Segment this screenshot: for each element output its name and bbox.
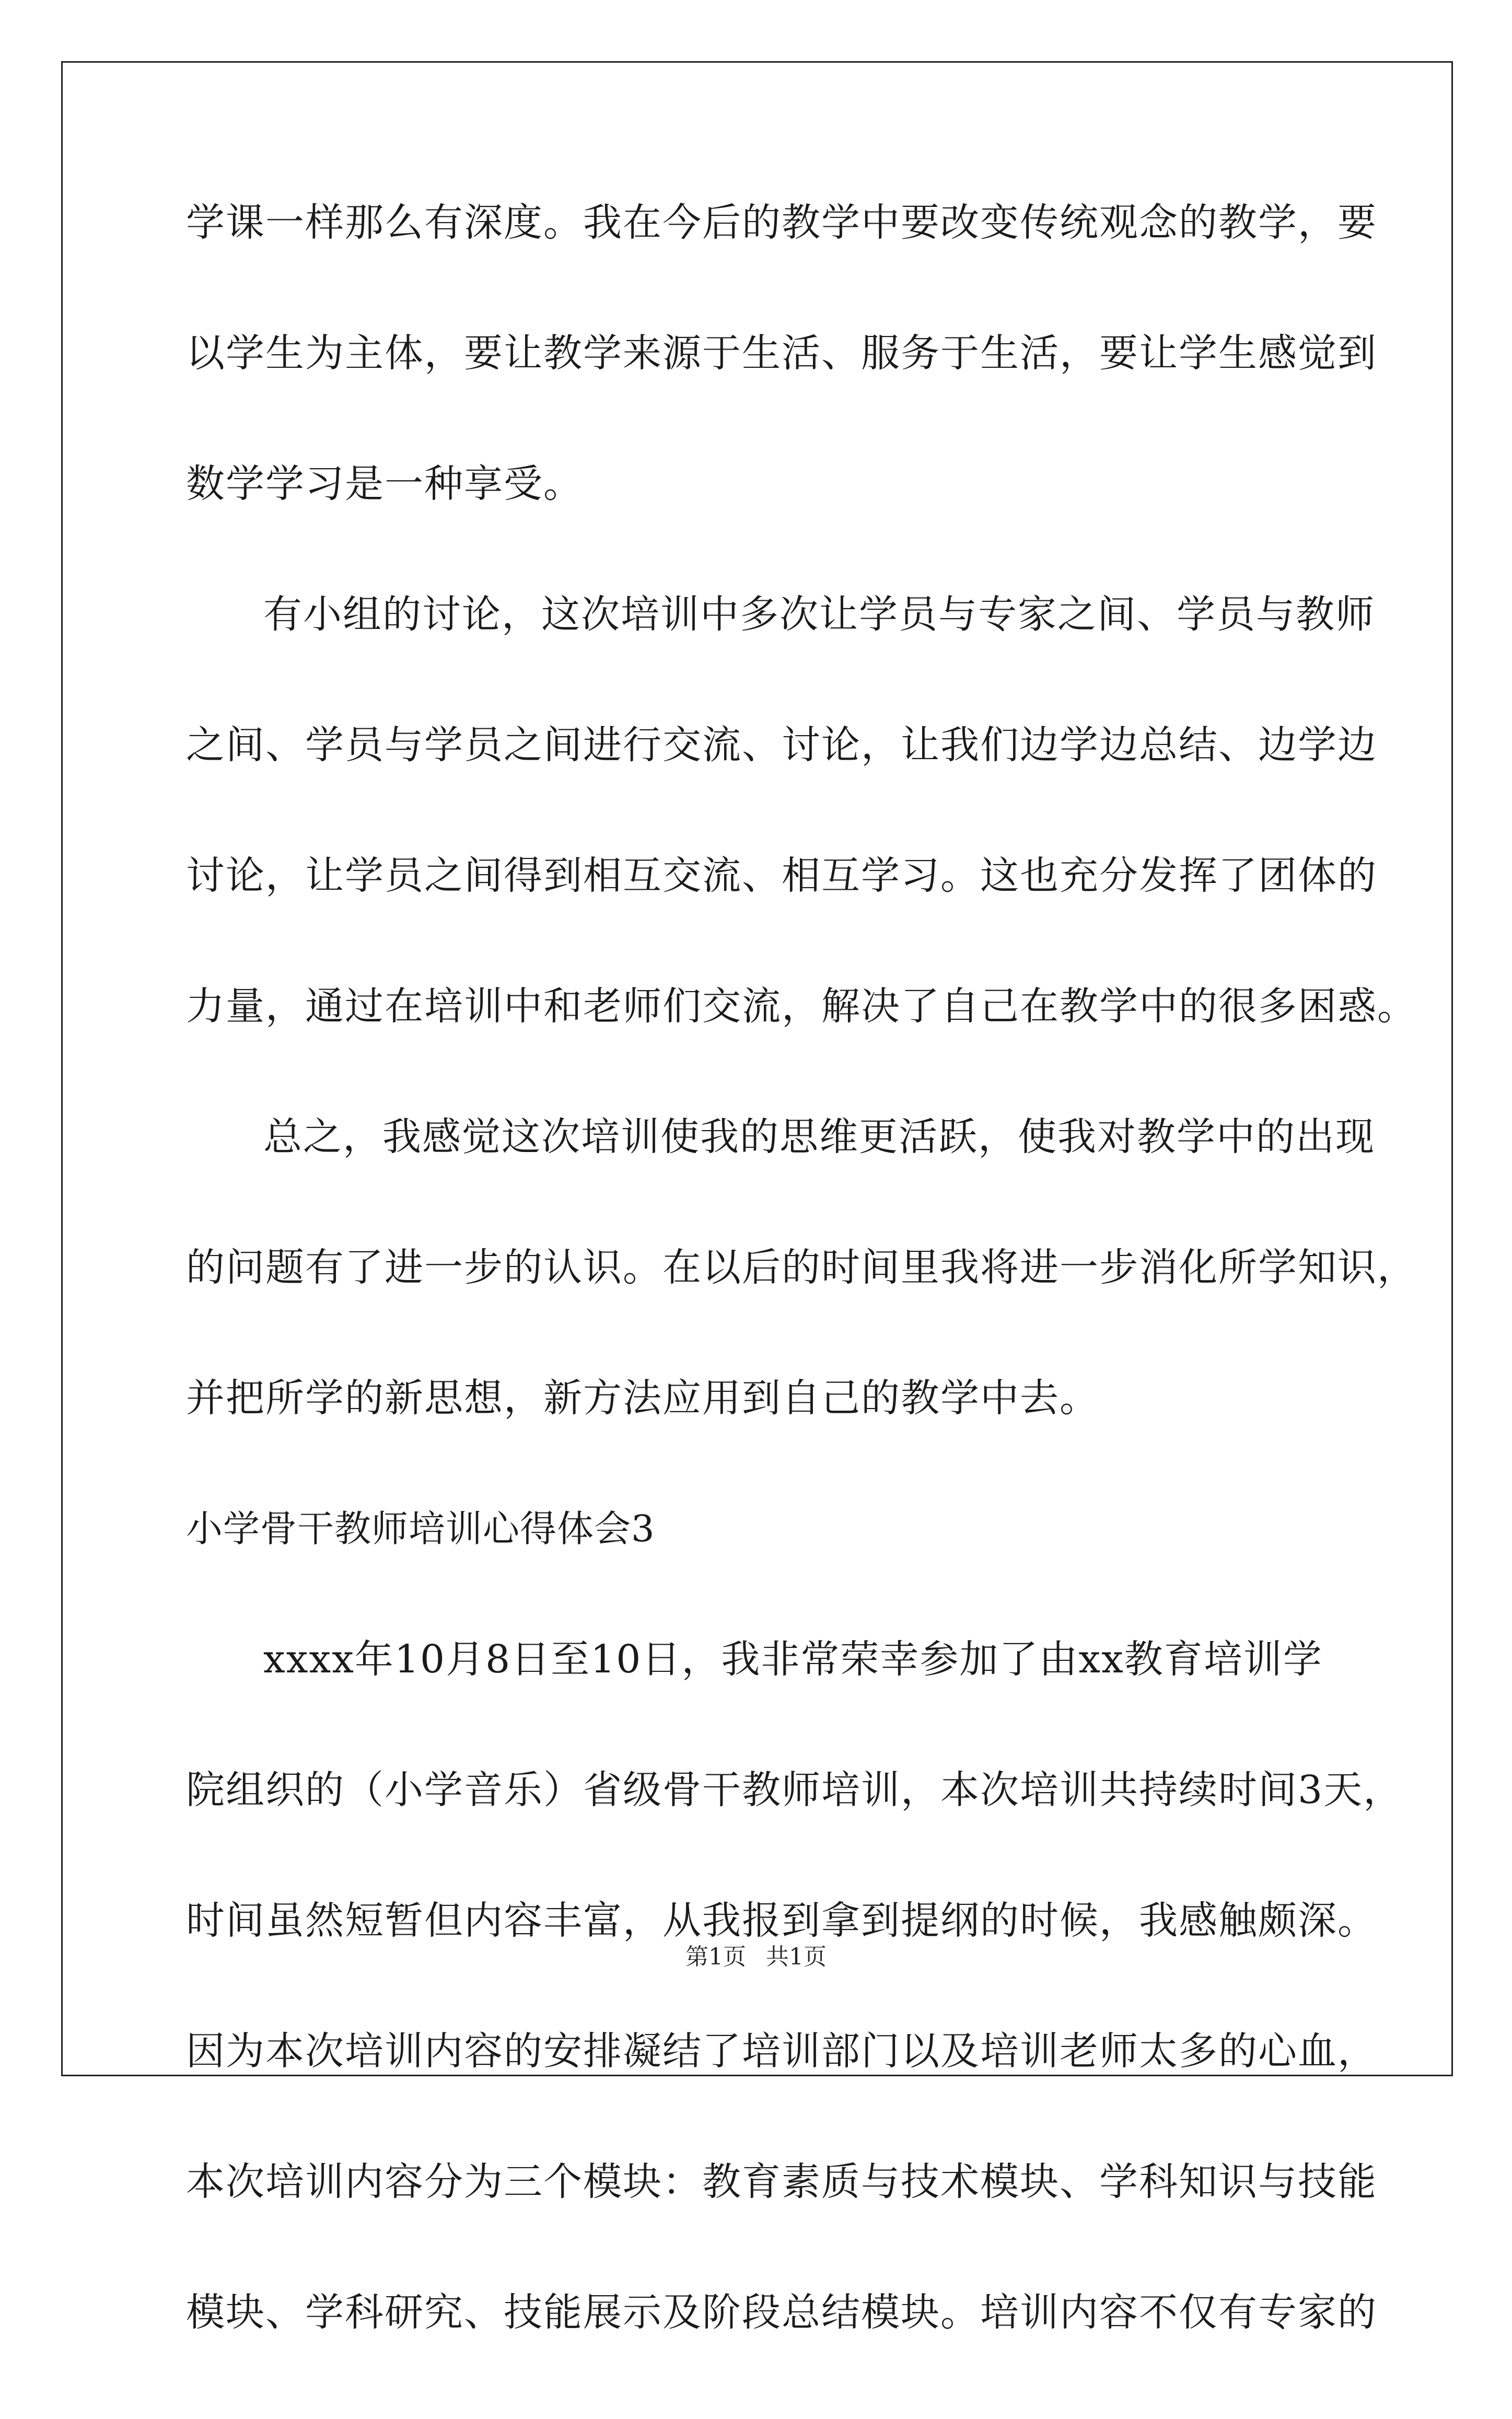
text-line: 时间虽然短暂但内容丰富，从我报到拿到提纲的时候，我感触颇深。 xyxy=(186,1898,1377,1943)
paragraph-start-line: xxxx年10月8日至10日，我非常荣幸参加了由xx教育培训学 xyxy=(263,1637,1323,1682)
page-number: 第1页 xyxy=(685,1944,746,1970)
text-line: 的问题有了进一步的认识。在以后的时间里我将进一步消化所学知识， xyxy=(186,1245,1417,1290)
text-line: 以学生为主体，要让教学来源于生活、服务于生活，要让学生感觉到 xyxy=(186,331,1377,376)
paragraph-start-line: 总之，我感觉这次培训使我的思维更活跃，使我对教学中的出现 xyxy=(263,1114,1375,1159)
text-line: 模块、学科研究、技能展示及阶段总结模块。培训内容不仅有专家的 xyxy=(186,2290,1377,2335)
text-line: 之间、学员与学员之间进行交流、讨论，让我们边学边总结、边学边 xyxy=(186,723,1377,767)
text-line: 本次培训内容分为三个模块：教育素质与技术模块、学科知识与技能 xyxy=(186,2159,1377,2204)
section-heading: 小学骨干教师培训心得体会3 xyxy=(186,1507,655,1550)
text-line: 讨论，让学员之间得到相互交流、相互学习。这也充分发挥了团体的 xyxy=(186,853,1377,898)
text-line: 因为本次培训内容的安排凝结了培训部门以及培训老师太多的心血， xyxy=(186,2029,1377,2074)
page-total: 共1页 xyxy=(766,1944,827,1970)
text-line: 力量，通过在培训中和老师们交流，解决了自己在教学中的很多困惑。 xyxy=(186,984,1417,1029)
text-line: 并把所学的新思想，新方法应用到自己的教学中去。 xyxy=(186,1376,1099,1421)
page-footer xyxy=(0,1943,1512,1972)
text-line: 学课一样那么有深度。我在今后的教学中要改变传统观念的教学，要 xyxy=(186,200,1377,245)
document-body xyxy=(186,199,1417,2419)
paragraph-start-line: 有小组的讨论，这次培训中多次让学员与专家之间、学员与教师 xyxy=(263,592,1375,637)
text-line: 数学学习是一种享受。 xyxy=(186,461,583,506)
text-line: 院组织的（小学音乐）省级骨干教师培训，本次培训共持续时间3天， xyxy=(186,1767,1403,1812)
